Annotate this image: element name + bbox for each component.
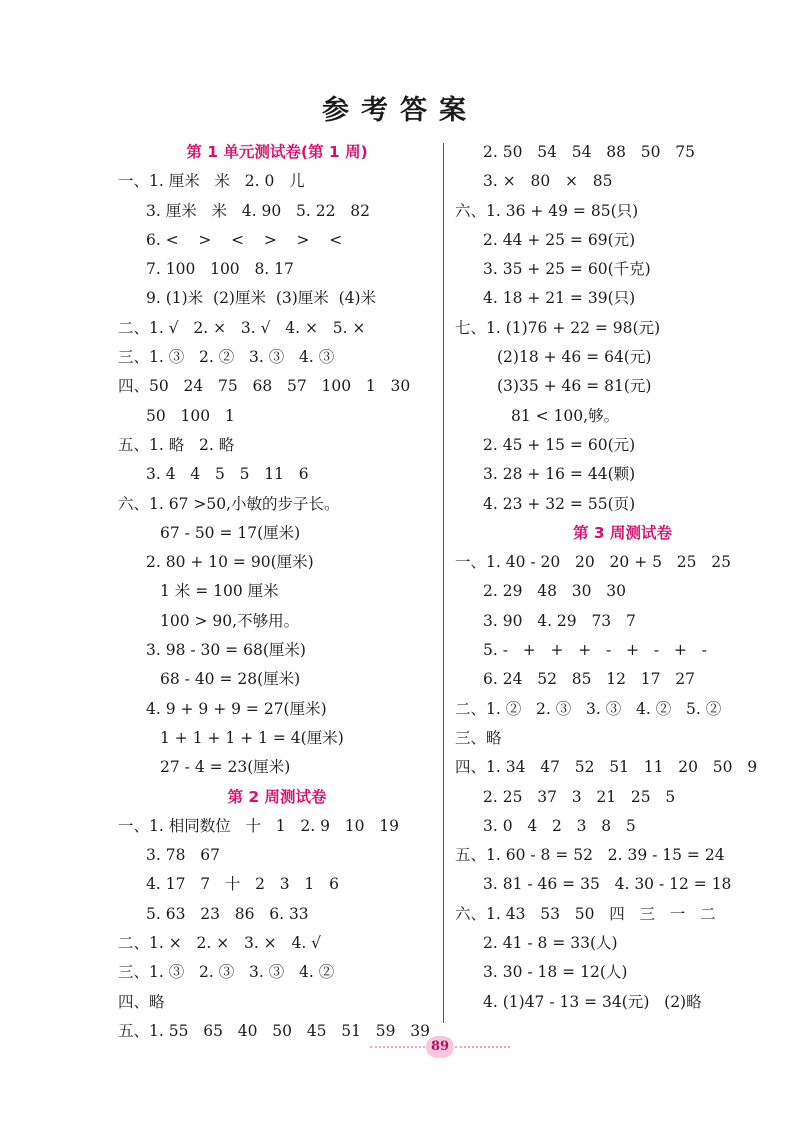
- answer-line: 一、1. 厘米 米 2. 0 儿: [118, 172, 305, 191]
- answer-line: 六、1. 36 + 49 = 85(只): [455, 201, 639, 220]
- answer-line: 3. 98 - 30 = 68(厘米): [146, 641, 306, 660]
- column-divider: [443, 143, 444, 1023]
- answer-line: 3. 81 - 46 = 35 4. 30 - 12 = 18: [483, 875, 732, 894]
- answer-line: 六、1. 43 53 50 四 三 一 二: [455, 904, 716, 923]
- answer-line: 二、1. ② 2. ③ 3. ③ 4. ② 5. ②: [455, 699, 722, 718]
- answer-line: 二、1. √ 2. × 3. √ 4. × 5. ×: [118, 318, 366, 337]
- answer-line: 6. 24 52 85 12 17 27: [483, 670, 695, 689]
- answer-line: 2. 80 + 10 = 90(厘米): [146, 553, 314, 572]
- answer-line: 5. - + + + - + - + -: [483, 641, 707, 660]
- right-column: [455, 138, 790, 1017]
- answer-line: 3. 厘米 米 4. 90 5. 22 82: [146, 201, 370, 220]
- answer-line: 4. (1)47 - 13 = 34(元) (2)略: [483, 992, 702, 1011]
- answer-line: 3. 35 + 25 = 60(千克): [483, 260, 651, 279]
- answer-line: 2. 29 48 30 30: [483, 582, 626, 601]
- page-footer: [370, 1036, 510, 1058]
- answer-line: 4. 18 + 21 = 39(只): [483, 289, 636, 308]
- answer-line: 5. 63 23 86 6. 33: [146, 904, 309, 923]
- answer-line: 2. 41 - 8 = 33(人): [483, 934, 618, 953]
- answer-line: 三、略: [455, 728, 502, 747]
- answer-line: 五、1. 60 - 8 = 52 2. 39 - 15 = 24: [455, 846, 725, 865]
- answer-line: 四、略: [118, 992, 165, 1011]
- answer-line: 2. 44 + 25 = 69(元): [483, 230, 636, 249]
- left-column: [118, 138, 436, 1046]
- answer-line: 50 100 1: [146, 406, 235, 425]
- answer-line: 4. 17 7 十 2 3 1 6: [146, 875, 339, 894]
- answer-line: 3. 90 4. 29 73 7: [483, 611, 636, 630]
- answer-line: 4. 23 + 32 = 55(页): [483, 494, 636, 513]
- answer-line: (2)18 + 46 = 64(元): [497, 348, 652, 367]
- answer-line: 4. 9 + 9 + 9 = 27(厘米): [146, 699, 327, 718]
- footer-dots-right: [455, 1046, 510, 1048]
- answer-line: 81 < 100,够。: [511, 406, 620, 425]
- page-title: 参考答案: [322, 95, 478, 126]
- answer-line: 三、1. ③ 2. ② 3. ③ 4. ③: [118, 348, 335, 367]
- answer-line: 三、1. ③ 2. ③ 3. ③ 4. ②: [118, 963, 335, 982]
- answer-line: 一、1. 相同数位 十 1 2. 9 10 19: [118, 816, 400, 835]
- answer-line: 2. 25 37 3 21 25 5: [483, 787, 676, 806]
- answer-line: 七、1. (1)76 + 22 = 98(元): [455, 318, 661, 337]
- answer-line: 2. 45 + 15 = 60(元): [483, 435, 636, 454]
- answer-line: 9. (1)米 (2)厘米 (3)厘米 (4)米: [146, 289, 377, 308]
- answer-line: 六、1. 67 >50,小敏的步子长。: [118, 494, 340, 513]
- section-title: 第 3 周测试卷: [572, 523, 673, 542]
- answer-line: 五、1. 略 2. 略: [118, 435, 235, 454]
- page-number: 89: [426, 1036, 454, 1058]
- answer-line: 100 > 90,不够用。: [160, 611, 300, 630]
- answer-line: 3. 28 + 16 = 44(颗): [483, 465, 636, 484]
- answer-line: 1 + 1 + 1 + 1 = 4(厘米): [160, 728, 344, 747]
- answer-line: 6. < > < > > <: [146, 230, 343, 249]
- answer-line: 3. 78 67: [146, 846, 220, 865]
- answer-line: 五、1. 55 65 40 50 45 51 59 39: [118, 1021, 430, 1040]
- answer-line: 四、50 24 75 68 57 100 1 30: [118, 377, 411, 396]
- answer-line: 67 - 50 = 17(厘米): [160, 523, 301, 542]
- answer-line: (3)35 + 46 = 81(元): [497, 377, 652, 396]
- section-title: 第 2 周测试卷: [227, 787, 327, 806]
- section-title: 第 1 单元测试卷(第 1 周): [186, 143, 368, 161]
- answer-line: 3. 0 4 2 3 8 5: [483, 816, 636, 835]
- answer-line: 3. 30 - 18 = 12(人): [483, 963, 628, 982]
- answer-line: 68 - 40 = 28(厘米): [160, 670, 301, 689]
- answer-line: 2. 50 54 54 88 50 75: [483, 143, 695, 161]
- answer-line: 四、1. 34 47 52 51 11 20 50 9: [455, 758, 758, 777]
- answer-line: 一、1. 40 - 20 20 20 + 5 25 25: [455, 553, 731, 572]
- answer-line: 3. 4 4 5 5 11 6: [146, 465, 309, 484]
- answer-line: 3. × 80 × 85: [483, 172, 613, 191]
- answer-line: 二、1. × 2. × 3. × 4. √: [118, 934, 322, 953]
- answer-line: 1 米 = 100 厘米: [160, 582, 279, 601]
- footer-dots-left: [370, 1046, 425, 1048]
- answer-line: 27 - 4 = 23(厘米): [160, 758, 291, 777]
- answer-line: 7. 100 100 8. 17: [146, 260, 294, 279]
